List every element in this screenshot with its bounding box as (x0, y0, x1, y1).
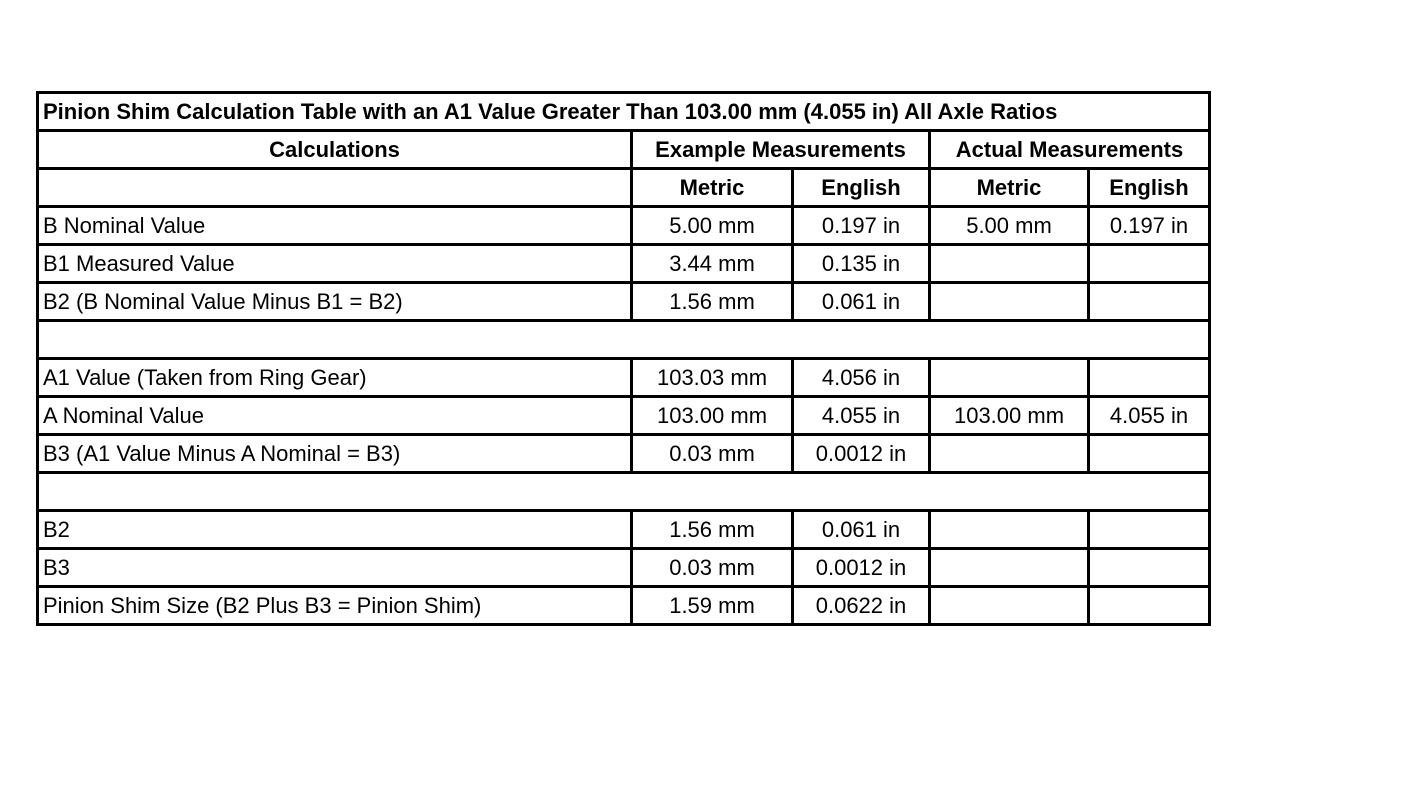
actual-english-value: 0.197 in (1089, 207, 1210, 245)
row-label: B2 (B Nominal Value Minus B1 = B2) (38, 283, 632, 321)
actual-metric-value (930, 511, 1089, 549)
actual-english-value: 4.055 in (1089, 397, 1210, 435)
actual-metric-value (930, 245, 1089, 283)
row-label: B Nominal Value (38, 207, 632, 245)
row-label: Pinion Shim Size (B2 Plus B3 = Pinion Shim) (38, 587, 632, 625)
example-english-value: 0.061 in (793, 511, 930, 549)
example-metric-value: 1.56 mm (632, 283, 793, 321)
calculations-header: Calculations (38, 131, 632, 169)
blank-separator-row (38, 473, 1210, 511)
table-title: Pinion Shim Calculation Table with an A1 Value Greater Than 103.00 mm (4.055 in) All Axle Ratios (38, 93, 1210, 131)
actual-metric-value (930, 283, 1089, 321)
actual-metric-value (930, 587, 1089, 625)
example-english-value: 0.197 in (793, 207, 930, 245)
actual-english-value (1089, 435, 1210, 473)
example-english-value: 0.0012 in (793, 435, 930, 473)
table-row (38, 359, 1210, 397)
example-metric-value: 103.00 mm (632, 397, 793, 435)
table-row (38, 397, 1210, 435)
blank-separator-cell (38, 473, 1210, 511)
example-metric-value: 1.59 mm (632, 587, 793, 625)
title-row (38, 93, 1210, 131)
table-row (38, 587, 1210, 625)
empty-header-cell (38, 169, 632, 207)
table-row (38, 549, 1210, 587)
example-english-value: 0.0012 in (793, 549, 930, 587)
example-metric-value: 1.56 mm (632, 511, 793, 549)
actual-english-value (1089, 587, 1210, 625)
example-metric-value: 103.03 mm (632, 359, 793, 397)
table-row (38, 511, 1210, 549)
table-row (38, 207, 1210, 245)
row-label: B2 (38, 511, 632, 549)
example-english-header: English (793, 169, 930, 207)
example-metric-header: Metric (632, 169, 793, 207)
example-metric-value: 0.03 mm (632, 549, 793, 587)
actual-metric-value (930, 549, 1089, 587)
actual-metric-value (930, 435, 1089, 473)
example-metric-value: 3.44 mm (632, 245, 793, 283)
row-label: A1 Value (Taken from Ring Gear) (38, 359, 632, 397)
example-english-value: 4.055 in (793, 397, 930, 435)
example-english-value: 4.056 in (793, 359, 930, 397)
actual-english-value (1089, 549, 1210, 587)
units-header-row (38, 169, 1210, 207)
table-row (38, 245, 1210, 283)
row-label: B3 (38, 549, 632, 587)
actual-metric-value: 103.00 mm (930, 397, 1089, 435)
example-english-value: 0.061 in (793, 283, 930, 321)
actual-english-value (1089, 283, 1210, 321)
example-metric-value: 0.03 mm (632, 435, 793, 473)
example-measurements-header: Example Measurements (632, 131, 930, 169)
actual-english-value (1089, 245, 1210, 283)
actual-english-value (1089, 359, 1210, 397)
row-label: B3 (A1 Value Minus A Nominal = B3) (38, 435, 632, 473)
blank-separator-row (38, 321, 1210, 359)
example-metric-value: 5.00 mm (632, 207, 793, 245)
actual-measurements-header: Actual Measurements (930, 131, 1210, 169)
table-row (38, 435, 1210, 473)
actual-english-header: English (1089, 169, 1210, 207)
actual-metric-header: Metric (930, 169, 1089, 207)
example-english-value: 0.0622 in (793, 587, 930, 625)
actual-english-value (1089, 511, 1210, 549)
row-label: B1 Measured Value (38, 245, 632, 283)
example-english-value: 0.135 in (793, 245, 930, 283)
blank-separator-cell (38, 321, 1210, 359)
pinion-shim-table (36, 91, 1211, 626)
actual-metric-value: 5.00 mm (930, 207, 1089, 245)
header-row (38, 131, 1210, 169)
row-label: A Nominal Value (38, 397, 632, 435)
table-row (38, 283, 1210, 321)
actual-metric-value (930, 359, 1089, 397)
